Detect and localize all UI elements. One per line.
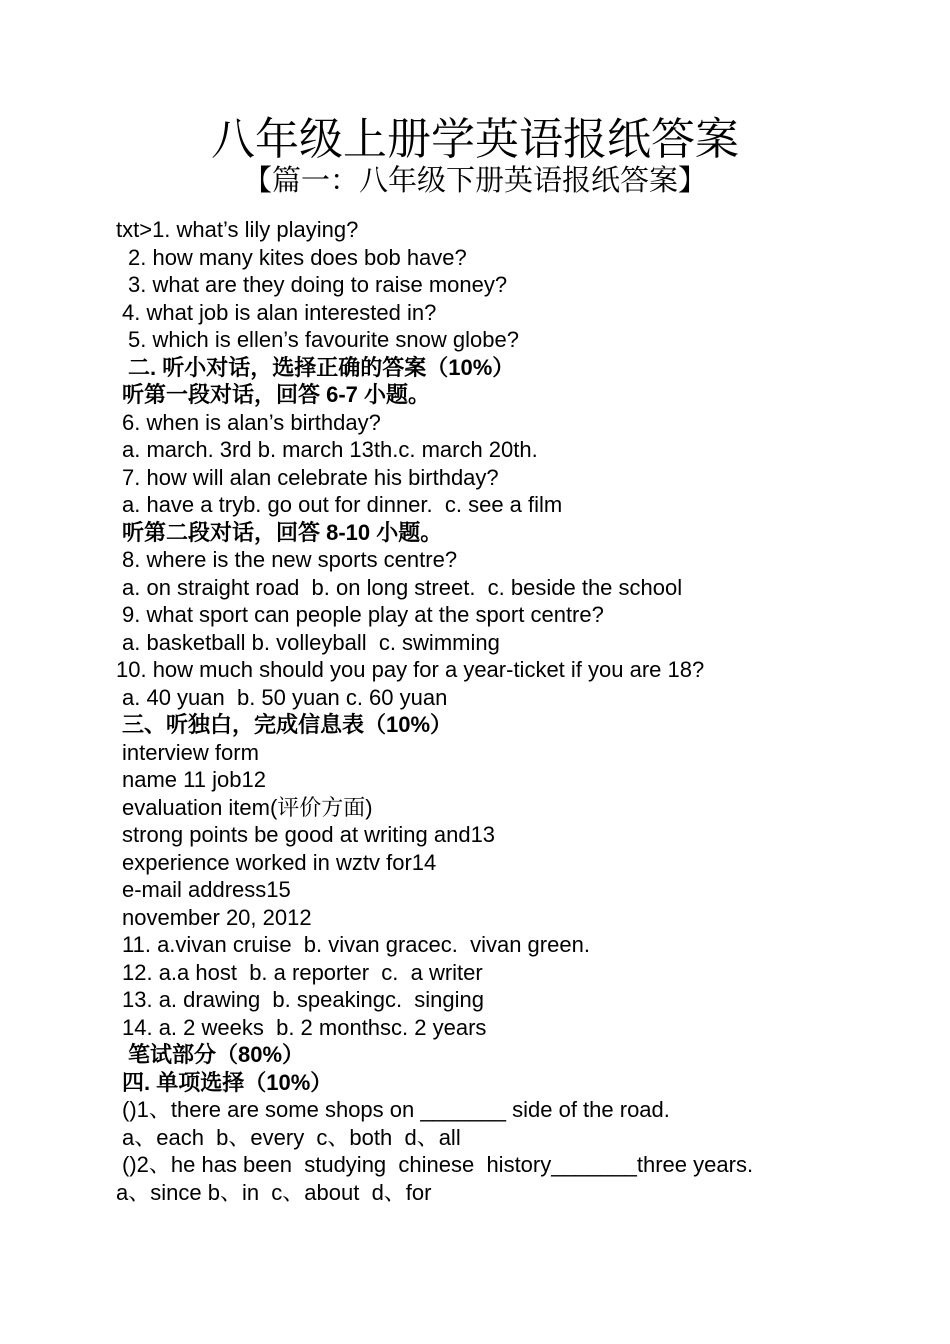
text-line: 13. a. drawing b. speakingc. singing [122, 987, 485, 1012]
text-line: ()2、he has been studying chinese history_______three years. [122, 1152, 754, 1177]
text-line: 4. what job is alan interested in? [122, 299, 437, 325]
text-line: strong points be good at writing and13 [122, 822, 496, 847]
text-line: 14. a. 2 weeks b. 2 monthsc. 2 years [122, 1014, 487, 1040]
text-line: 四. 单项选择（10%） [122, 1069, 333, 1095]
document-body [0, 216, 950, 1206]
text-line: 7. how will alan celebrate his birthday? [122, 464, 499, 490]
text-line: a. march. 3rd b. march 13th.c. march 20th. [122, 437, 538, 462]
text-line: 5. which is ellen’s favourite snow globe? [128, 327, 519, 352]
document-title: 八年级上册学英语报纸答案 [211, 114, 739, 165]
text-line: e-mail address15 [122, 877, 291, 902]
text-line: a. basketball b. volleyball c. swimming [122, 629, 500, 655]
text-line: 二. 听小对话，选择正确的答案（10%） [128, 354, 515, 380]
text-line: a. have a tryb. go out for dinner. c. see a film [122, 492, 563, 517]
text-line: experience worked in wztv for14 [122, 849, 437, 875]
text-line: 11. a.vivan cruise b. vivan gracec. vivan green. [122, 932, 590, 957]
text-line: a、since b、in c、about d、for [116, 1179, 432, 1205]
text-line: 8. where is the new sports centre? [122, 547, 458, 572]
text-line: 10. how much should you pay for a year-ticket if you are 18? [116, 657, 705, 682]
text-line: ()1、there are some shops on _______ side of the road. [122, 1097, 670, 1122]
text-line: txt>1. what’s lily playing? [116, 217, 359, 242]
text-line: a、each b、every c、both d、all [122, 1124, 461, 1150]
text-line: interview form [122, 739, 259, 765]
text-line: 笔试部分（80%） [128, 1042, 305, 1067]
text-line: 听第一段对话，回答 6-7 小题。 [122, 382, 431, 407]
text-line: 三、听独白，完成信息表（10%） [122, 712, 453, 737]
text-line: a. on straight road b. on long street. c. beside the school [122, 574, 683, 600]
text-line: evaluation item(评价方面) [122, 794, 373, 820]
text-line: november 20, 2012 [122, 904, 312, 930]
text-line: 2. how many kites does bob have? [128, 244, 467, 270]
text-line: a. 40 yuan b. 50 yuan c. 60 yuan [122, 684, 448, 710]
text-line: 3. what are they doing to raise money? [128, 272, 508, 297]
text-line: 12. a.a host b. a reporter c. a writer [122, 959, 483, 985]
text-line: name 11 job12 [122, 767, 266, 792]
text-line: 6. when is alan’s birthday? [122, 409, 381, 435]
text-line: 听第二段对话，回答 8-10 小题。 [122, 519, 443, 545]
text-line: 9. what sport can people play at the sport centre? [122, 602, 604, 627]
document-subtitle: 【篇一：八年级下册英语报纸答案】 [242, 163, 707, 197]
